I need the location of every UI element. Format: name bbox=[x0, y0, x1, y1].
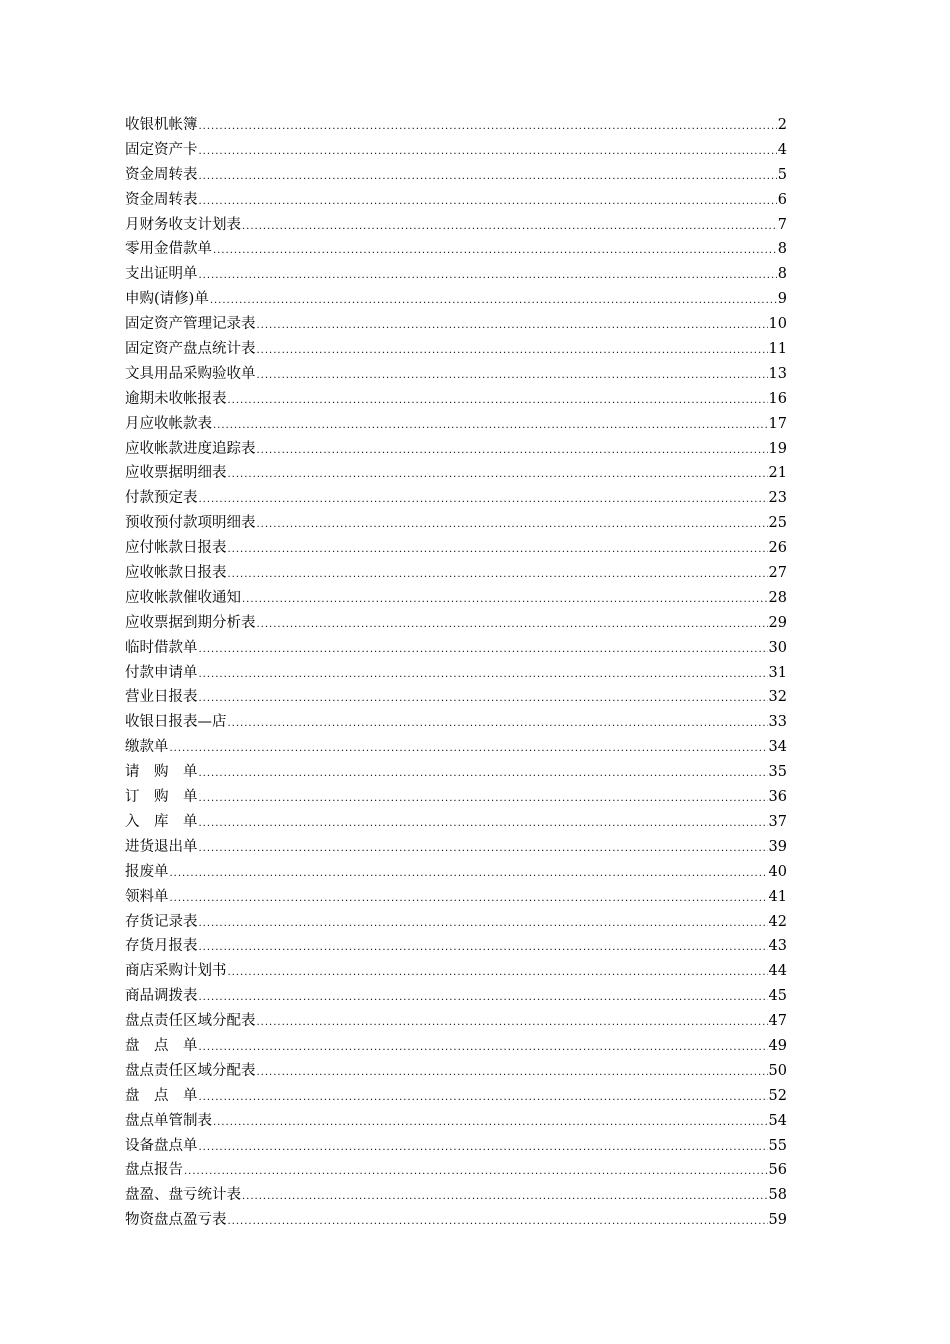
toc-entry[interactable] bbox=[125, 710, 787, 735]
toc-entry-page-number: 31 bbox=[768, 664, 787, 681]
toc-entry[interactable] bbox=[125, 486, 787, 511]
toc-entry-title: 营业日报表 bbox=[125, 689, 198, 706]
toc-entry-page-number: 23 bbox=[768, 490, 787, 507]
toc-entry[interactable] bbox=[125, 536, 787, 561]
toc-dot-leader bbox=[228, 961, 768, 986]
toc-entry-page-number: 8 bbox=[777, 266, 787, 283]
toc-entry-title: 应收帐款进度追踪表 bbox=[125, 440, 256, 457]
toc-entry-title: 盘 点 单 bbox=[125, 1087, 198, 1104]
toc-entry[interactable] bbox=[125, 138, 787, 163]
toc-entry-title: 临时借款单 bbox=[125, 639, 198, 656]
toc-entry-title: 存货月报表 bbox=[125, 938, 198, 955]
toc-dot-leader bbox=[257, 364, 768, 389]
toc-entry[interactable] bbox=[125, 760, 787, 785]
toc-entry-title: 资金周转表 bbox=[125, 191, 198, 208]
toc-dot-leader bbox=[213, 239, 777, 264]
toc-entry[interactable] bbox=[125, 984, 787, 1009]
toc-entry[interactable] bbox=[125, 163, 787, 188]
toc-entry-page-number: 5 bbox=[777, 166, 787, 183]
toc-dot-leader bbox=[199, 264, 777, 289]
toc-entry[interactable] bbox=[125, 1084, 787, 1109]
toc-entry[interactable] bbox=[125, 337, 787, 362]
toc-dot-leader bbox=[199, 663, 768, 688]
toc-entry-page-number: 27 bbox=[768, 565, 787, 582]
toc-entry-title: 固定资产卡 bbox=[125, 141, 198, 158]
toc-entry-title: 盘点责任区域分配表 bbox=[125, 1013, 256, 1030]
toc-entry-title: 月财务收支计划表 bbox=[125, 216, 241, 233]
toc-entry[interactable] bbox=[125, 810, 787, 835]
toc-entry[interactable] bbox=[125, 387, 787, 412]
toc-entry[interactable] bbox=[125, 561, 787, 586]
toc-dot-leader bbox=[228, 538, 768, 563]
toc-entry-page-number: 49 bbox=[768, 1037, 787, 1054]
toc-dot-leader bbox=[170, 737, 768, 762]
toc-entry[interactable] bbox=[125, 188, 787, 213]
toc-entry-title: 订 购 单 bbox=[125, 789, 198, 806]
toc-entry-page-number: 43 bbox=[768, 938, 787, 955]
toc-entry[interactable] bbox=[125, 735, 787, 760]
toc-entry-page-number: 2 bbox=[777, 117, 787, 133]
toc-dot-leader bbox=[257, 513, 768, 538]
toc-entry-page-number: 28 bbox=[768, 589, 787, 606]
toc-dot-leader bbox=[199, 787, 768, 812]
toc-entry[interactable] bbox=[125, 636, 787, 661]
toc-entry-page-number: 59 bbox=[768, 1212, 787, 1229]
toc-dot-leader bbox=[242, 215, 777, 240]
toc-entry[interactable] bbox=[125, 860, 787, 885]
toc-dot-leader bbox=[257, 339, 768, 364]
toc-dot-leader bbox=[213, 1111, 768, 1136]
toc-entry-title: 预收预付款项明细表 bbox=[125, 515, 256, 532]
toc-dot-leader bbox=[199, 115, 777, 140]
toc-entry-title: 盘点报告 bbox=[125, 1162, 183, 1179]
toc-dot-leader bbox=[199, 837, 768, 862]
toc-entry[interactable] bbox=[125, 362, 787, 387]
toc-entry[interactable] bbox=[125, 910, 787, 935]
toc-entry[interactable] bbox=[125, 1158, 787, 1183]
toc-dot-leader bbox=[170, 862, 768, 887]
toc-entry-title: 应收票据到期分析表 bbox=[125, 614, 256, 631]
toc-entry-page-number: 52 bbox=[768, 1087, 787, 1104]
toc-entry-title: 应付帐款日报表 bbox=[125, 540, 227, 557]
toc-entry-page-number: 32 bbox=[768, 689, 787, 706]
toc-dot-leader bbox=[199, 1036, 768, 1061]
toc-entry-page-number: 25 bbox=[768, 515, 787, 532]
toc-entry-page-number: 44 bbox=[768, 963, 787, 980]
toc-entry-title: 商店采购计划书 bbox=[125, 963, 227, 980]
toc-entry-page-number: 8 bbox=[777, 241, 787, 258]
toc-dot-leader bbox=[199, 140, 777, 165]
toc-dot-leader bbox=[199, 936, 768, 961]
toc-entry-title: 应收帐款日报表 bbox=[125, 565, 227, 582]
toc-entry-page-number: 34 bbox=[768, 739, 787, 756]
toc-entry-title: 存货记录表 bbox=[125, 913, 198, 930]
toc-dot-leader bbox=[228, 712, 768, 737]
toc-entry-page-number: 6 bbox=[777, 191, 787, 208]
toc-dot-leader bbox=[199, 165, 777, 190]
toc-entry-title: 请 购 单 bbox=[125, 764, 198, 781]
toc-entry[interactable] bbox=[125, 1208, 787, 1233]
toc-entry-page-number: 58 bbox=[768, 1187, 787, 1204]
toc-entry-title: 月应收帐款表 bbox=[125, 415, 212, 432]
toc-entry-page-number: 39 bbox=[768, 838, 787, 855]
toc-dot-leader bbox=[184, 1160, 768, 1185]
toc-entry-title: 申购(请修)单 bbox=[125, 291, 209, 308]
toc-entry-title: 物资盘点盈亏表 bbox=[125, 1212, 227, 1229]
toc-entry[interactable] bbox=[125, 661, 787, 686]
toc-entry[interactable] bbox=[125, 113, 787, 138]
toc-entry[interactable] bbox=[125, 611, 787, 636]
toc-dot-leader bbox=[199, 1086, 768, 1111]
toc-entry-page-number: 54 bbox=[768, 1112, 787, 1129]
toc-entry[interactable] bbox=[125, 885, 787, 910]
toc-dot-leader bbox=[199, 812, 768, 837]
toc-entry-title: 支出证明单 bbox=[125, 266, 198, 283]
toc-entry-title: 设备盘点单 bbox=[125, 1137, 198, 1154]
toc-entry-title: 逾期未收帐报表 bbox=[125, 390, 227, 407]
toc-entry-title: 收银日报表—店 bbox=[125, 714, 227, 731]
toc-entry-page-number: 10 bbox=[768, 316, 787, 333]
toc-entry-page-number: 13 bbox=[768, 365, 787, 382]
toc-entry-page-number: 33 bbox=[768, 714, 787, 731]
toc-entry-title: 固定资产盘点统计表 bbox=[125, 341, 256, 358]
toc-entry-page-number: 41 bbox=[768, 888, 787, 905]
toc-entry-title: 应收帐款催收通知 bbox=[125, 589, 241, 606]
toc-dot-leader bbox=[170, 887, 768, 912]
toc-entry-page-number: 35 bbox=[768, 764, 787, 781]
toc-dot-leader bbox=[257, 314, 768, 339]
toc-entry[interactable] bbox=[125, 1059, 787, 1084]
toc-dot-leader bbox=[199, 986, 768, 1011]
toc-entry-page-number: 11 bbox=[768, 341, 787, 358]
toc-entry-title: 盘盈、盘亏统计表 bbox=[125, 1187, 241, 1204]
toc-entry-title: 应收票据明细表 bbox=[125, 465, 227, 482]
toc-entry-title: 文具用品采购验收单 bbox=[125, 365, 256, 382]
toc-entry[interactable] bbox=[125, 412, 787, 437]
toc-entry-title: 盘点责任区域分配表 bbox=[125, 1062, 256, 1079]
toc-dot-leader bbox=[228, 389, 768, 414]
toc-entry-page-number: 16 bbox=[768, 390, 787, 407]
toc-entry-page-number: 17 bbox=[768, 415, 787, 432]
toc-dot-leader bbox=[228, 563, 768, 588]
table-of-contents bbox=[125, 113, 787, 1233]
toc-entry[interactable] bbox=[125, 934, 787, 959]
toc-entry-page-number: 55 bbox=[768, 1137, 787, 1154]
toc-entry-page-number: 50 bbox=[768, 1062, 787, 1079]
toc-entry[interactable] bbox=[125, 1034, 787, 1059]
toc-entry[interactable] bbox=[125, 437, 787, 462]
toc-entry-title: 盘点单管制表 bbox=[125, 1112, 212, 1129]
toc-dot-leader bbox=[242, 588, 768, 613]
toc-entry-title: 付款申请单 bbox=[125, 664, 198, 681]
toc-entry[interactable] bbox=[125, 1183, 787, 1208]
toc-entry-title: 报废单 bbox=[125, 863, 169, 880]
toc-entry[interactable] bbox=[125, 312, 787, 337]
toc-entry-page-number: 7 bbox=[777, 216, 787, 233]
toc-entry-title: 零用金借款单 bbox=[125, 241, 212, 258]
toc-dot-leader bbox=[199, 687, 768, 712]
toc-entry-title: 付款预定表 bbox=[125, 490, 198, 507]
toc-entry-page-number: 19 bbox=[768, 440, 787, 457]
toc-entry-page-number: 36 bbox=[768, 789, 787, 806]
toc-entry-page-number: 37 bbox=[768, 813, 787, 830]
toc-entry[interactable] bbox=[125, 287, 787, 312]
toc-entry-title: 缴款单 bbox=[125, 739, 169, 756]
toc-dot-leader bbox=[257, 439, 768, 464]
toc-dot-leader bbox=[257, 613, 768, 638]
toc-dot-leader bbox=[257, 1011, 768, 1036]
toc-dot-leader bbox=[199, 488, 768, 513]
toc-entry-page-number: 40 bbox=[768, 863, 787, 880]
toc-entry[interactable] bbox=[125, 959, 787, 984]
toc-entry-page-number: 9 bbox=[777, 291, 787, 308]
toc-entry-page-number: 47 bbox=[768, 1013, 787, 1030]
toc-dot-leader bbox=[228, 463, 768, 488]
toc-dot-leader bbox=[199, 762, 768, 787]
toc-entry[interactable] bbox=[125, 685, 787, 710]
toc-entry[interactable] bbox=[125, 1134, 787, 1159]
toc-entry[interactable] bbox=[125, 511, 787, 536]
toc-entry-page-number: 21 bbox=[768, 465, 787, 482]
toc-entry-title: 收银机帐簿 bbox=[125, 117, 198, 133]
toc-dot-leader bbox=[210, 289, 777, 314]
toc-entry[interactable] bbox=[125, 213, 787, 238]
toc-entry-title: 进货退出单 bbox=[125, 838, 198, 855]
toc-entry[interactable] bbox=[125, 835, 787, 860]
toc-entry[interactable] bbox=[125, 785, 787, 810]
toc-entry-page-number: 29 bbox=[768, 614, 787, 631]
toc-entry[interactable] bbox=[125, 461, 787, 486]
toc-dot-leader bbox=[213, 414, 768, 439]
toc-entry[interactable] bbox=[125, 1009, 787, 1034]
toc-dot-leader bbox=[199, 912, 768, 937]
toc-entry-page-number: 4 bbox=[777, 141, 787, 158]
toc-entry-page-number: 56 bbox=[768, 1162, 787, 1179]
toc-entry-title: 领料单 bbox=[125, 888, 169, 905]
toc-dot-leader bbox=[257, 1061, 768, 1086]
toc-entry[interactable] bbox=[125, 1109, 787, 1134]
toc-entry-title: 固定资产管理记录表 bbox=[125, 316, 256, 333]
toc-entry[interactable] bbox=[125, 237, 787, 262]
toc-entry-title: 商品调拨表 bbox=[125, 988, 198, 1005]
toc-dot-leader bbox=[228, 1210, 768, 1235]
toc-entry[interactable] bbox=[125, 262, 787, 287]
toc-entry-title: 资金周转表 bbox=[125, 166, 198, 183]
toc-entry[interactable] bbox=[125, 586, 787, 611]
toc-dot-leader bbox=[242, 1185, 768, 1210]
toc-dot-leader bbox=[199, 1136, 768, 1161]
toc-entry-page-number: 30 bbox=[768, 639, 787, 656]
toc-entry-page-number: 26 bbox=[768, 540, 787, 557]
toc-entry-page-number: 42 bbox=[768, 913, 787, 930]
toc-entry-title: 入 库 单 bbox=[125, 813, 198, 830]
toc-entry-page-number: 45 bbox=[768, 988, 787, 1005]
toc-entry-title: 盘 点 单 bbox=[125, 1037, 198, 1054]
toc-dot-leader bbox=[199, 638, 768, 663]
toc-dot-leader bbox=[199, 190, 777, 215]
